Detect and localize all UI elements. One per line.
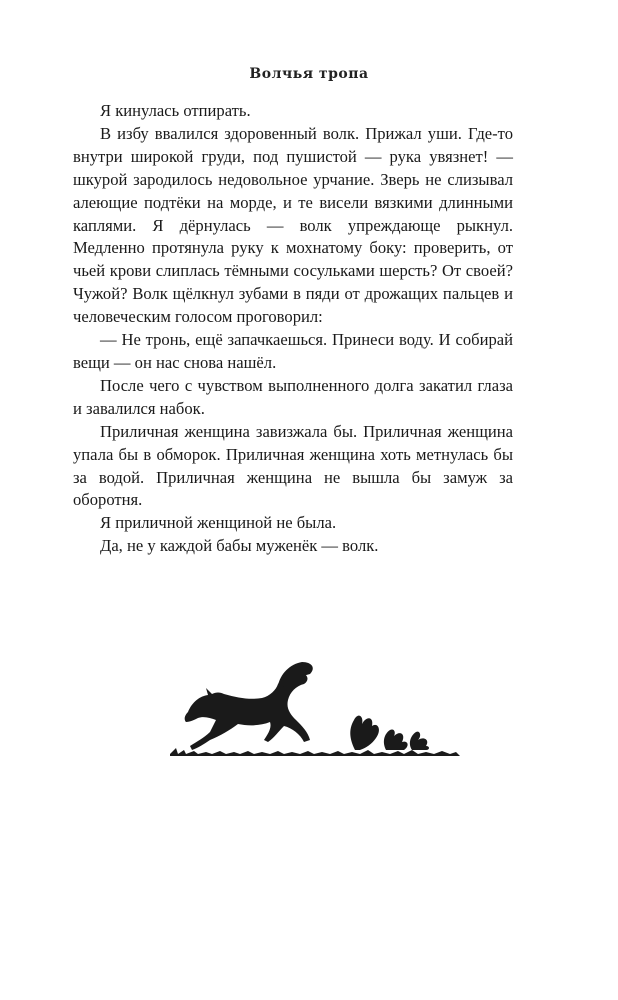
running-head: Волчья тропа <box>249 66 369 82</box>
bush <box>350 716 379 750</box>
running-wolf-silhouette-icon <box>150 650 470 770</box>
paragraph: После чего с чувством выполненного долга закатил глаза и завалился набок. <box>73 375 513 418</box>
body-text <box>73 100 513 558</box>
paragraph: Я кинулась отпирать. <box>100 101 251 120</box>
bush <box>384 729 408 750</box>
bush <box>410 732 429 750</box>
paragraph: В избу ввалился здоровенный волк. Прижал уши. Где-то внутри широкой груди, под пушистой — рука увязнет! — шкурой зародилось недовольное урчание. Зверь не слизывал алеющие подтёки на морде, и те висели вязкими длинными каплями. Я дёрнулась — волк упреждающе рыкнул. Медленно протянула руку к мохнатому боку: проверить, от чьей крови слиплась тёмными сосульками шерсть? От своей? Чужой? Волк щёлкнул зубами в пяди от дрожащих пальцев и человеческим голосом проговорил: <box>73 123 513 327</box>
paragraph: Да, не у каждой бабы муженёк — волк. <box>100 536 379 556</box>
paragraph: Я приличной женщиной не была. <box>100 513 337 533</box>
paragraph: — Не тронь, ещё запачкаешься. Принеси воду. И собирай вещи — он нас снова нашёл. <box>73 330 513 372</box>
paragraph: Приличная женщина завизжала бы. Приличная женщина упала бы в обморок. Приличная женщина хоть метнулась бы за водой. Приличная женщина не вышла бы замуж за оборотня. <box>73 421 513 510</box>
wolf-body <box>185 672 310 750</box>
